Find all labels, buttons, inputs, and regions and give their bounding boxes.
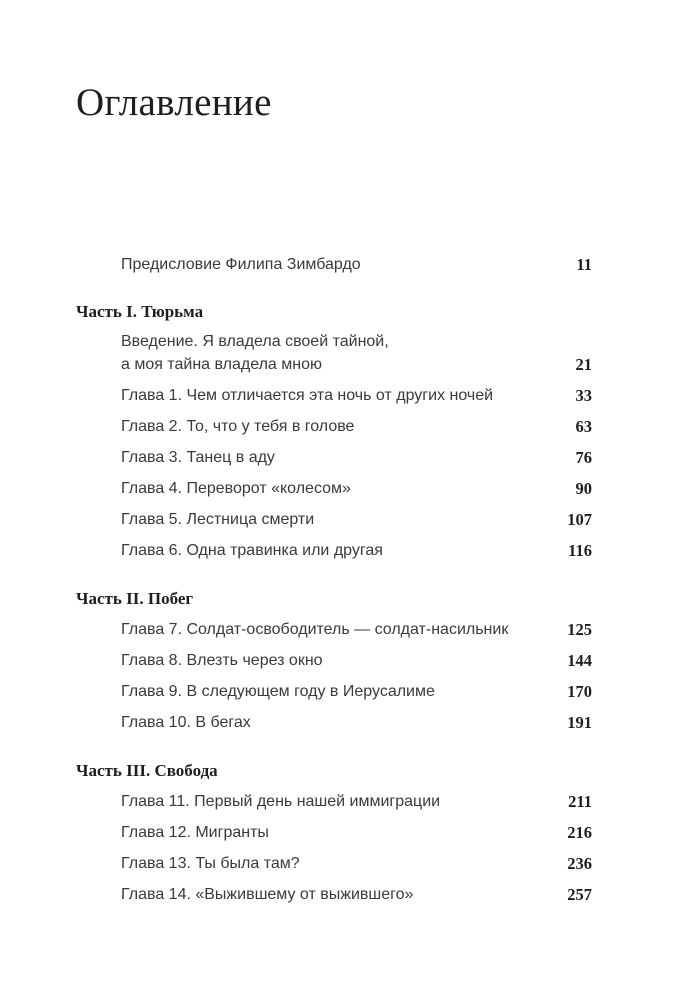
toc-entry-page: 125: [567, 620, 592, 639]
toc-entry-chapter-7[interactable]: [0, 618, 676, 642]
toc-entry-page: 107: [567, 510, 592, 529]
toc-entry-page: 144: [567, 651, 592, 670]
toc-entry-page: 216: [567, 823, 592, 842]
toc-entry-page: 191: [567, 713, 592, 732]
toc-entry-label: Предисловие Филипа Зимбардо: [121, 256, 361, 273]
toc-entry-page: 76: [575, 448, 592, 467]
part-heading-3: Часть III. Свобода: [76, 761, 218, 780]
toc-entry-label: Глава 3. Танец в аду: [121, 449, 275, 466]
toc-entry-chapter-5[interactable]: [0, 508, 676, 532]
toc-entry-label: Глава 2. То, что у тебя в голове: [121, 418, 355, 435]
toc-entry-page: 11: [576, 255, 592, 274]
toc-entry-chapter-6[interactable]: [0, 539, 676, 563]
toc-entry-chapter-14[interactable]: [0, 883, 676, 907]
toc-entry-label: Глава 8. Влезть через окно: [121, 652, 323, 669]
toc-entry-chapter-3[interactable]: [0, 446, 676, 470]
part-heading-2: Часть II. Побег: [76, 589, 194, 608]
toc-entry-chapter-4[interactable]: [0, 477, 676, 501]
toc-entry-page: 21: [575, 355, 592, 374]
toc-entry-introduction-line1[interactable]: [0, 330, 676, 354]
toc-entry-page: 90: [575, 479, 592, 498]
toc-entry-label: Глава 10. В бегах: [121, 714, 251, 731]
toc-entry-page: 170: [567, 682, 592, 701]
toc-entry-chapter-12[interactable]: [0, 821, 676, 845]
toc-entry-chapter-13[interactable]: [0, 852, 676, 876]
toc-entry-label: Глава 1. Чем отличается эта ночь от других ночей: [121, 387, 494, 404]
part-heading-1: Часть I. Тюрьма: [76, 302, 204, 321]
toc-entry-page: 116: [568, 541, 592, 560]
toc-entry-label: Глава 11. Первый день нашей иммиграции: [121, 793, 441, 810]
toc-entry-chapter-11[interactable]: [0, 790, 676, 814]
toc-entry-label: Глава 12. Мигранты: [121, 824, 269, 841]
toc-entry-page: 211: [568, 792, 592, 811]
toc-entry-chapter-9[interactable]: [0, 680, 676, 704]
toc-entry-page: 33: [575, 386, 592, 405]
toc-entry-label: Глава 14. «Выжившему от выжившего»: [121, 886, 414, 903]
toc-entry-page: 236: [567, 854, 592, 873]
toc-entry-page: 257: [567, 885, 592, 904]
page-title: Оглавление: [76, 81, 272, 124]
toc-entry-label: а моя тайна владела мною: [121, 356, 322, 373]
toc-entry-label: Глава 7. Солдат-освободитель — солдат-насильник: [121, 621, 509, 638]
toc-entry-chapter-2[interactable]: [0, 415, 676, 439]
toc-entry-label: Глава 4. Переворот «колесом»: [121, 480, 351, 497]
toc-entry-label: Глава 5. Лестница смерти: [121, 511, 315, 528]
toc-entry-preface[interactable]: [0, 253, 676, 277]
toc-entry-label: Глава 6. Одна травинка или другая: [121, 542, 383, 559]
toc-entry-label: Глава 13. Ты была там?: [121, 855, 300, 872]
toc-entry-introduction[interactable]: [0, 353, 676, 377]
toc-entry-chapter-8[interactable]: [0, 649, 676, 673]
toc-entry-label: Введение. Я владела своей тайной,: [121, 333, 389, 350]
toc-entry-label: Глава 9. В следующем году в Иерусалиме: [121, 683, 435, 700]
toc-entry-chapter-1[interactable]: [0, 384, 676, 408]
toc-entry-page: 63: [575, 417, 592, 436]
toc-entry-chapter-10[interactable]: [0, 711, 676, 735]
